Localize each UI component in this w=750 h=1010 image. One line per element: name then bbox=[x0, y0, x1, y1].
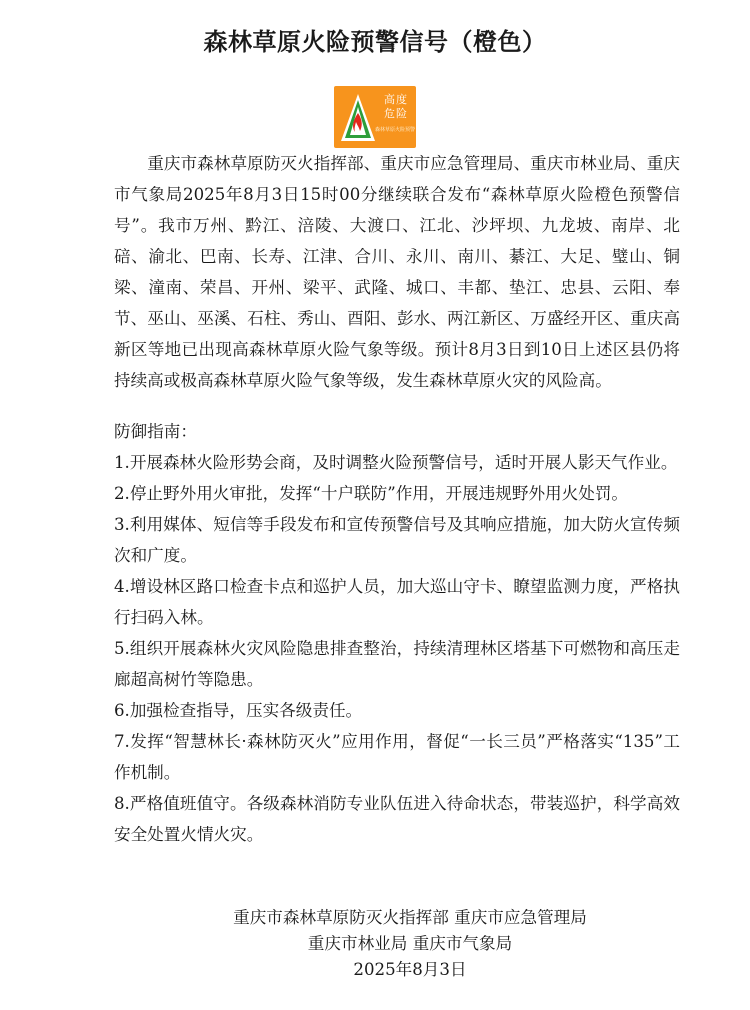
forest-fire-danger-icon bbox=[338, 91, 378, 145]
badge-line1: 高度 bbox=[384, 93, 408, 106]
page-title: 森林草原火险预警信号（橙色） bbox=[203, 28, 547, 56]
signature-issuers-2: 重庆市林业局 重庆市气象局 bbox=[307, 934, 513, 953]
guide-item-7: 7.发挥“智慧林长·森林防灭火”应用作用，督促“一长三员”严格落实“135”工作机制。 bbox=[114, 732, 680, 782]
guide-item-6: 6.加强检查指导，压实各级责任。 bbox=[114, 701, 363, 720]
guide-item-5: 5.组织开展森林火灾风险隐患排查整治，持续清理林区塔基下可燃物和高压走廊超高树竹等隐患。 bbox=[114, 639, 680, 689]
signature-date: 2025年8月3日 bbox=[353, 960, 467, 979]
guide-heading: 防御指南： bbox=[114, 422, 197, 441]
guide-item-3: 3.利用媒体、短信等手段发布和宣传预警信号及其响应措施，加大防火宣传频次和广度。 bbox=[114, 515, 680, 565]
document-body bbox=[114, 148, 680, 850]
badge-subtitle: 森林草原火险预警 bbox=[374, 127, 415, 133]
badge-line2: 危险 bbox=[384, 107, 408, 120]
guide-item-4: 4.增设林区路口检查卡点和巡护人员，加大巡山守卡、瞭望监测力度，严格执行扫码入林。 bbox=[114, 577, 680, 627]
guide-item-1: 1.开展森林火险形势会商，及时调整火险预警信号，适时开展人影天气作业。 bbox=[114, 453, 678, 472]
badge-label bbox=[378, 93, 414, 121]
intro-paragraph: 重庆市森林草原防灭火指挥部、重庆市应急管理局、重庆市林业局、重庆市气象局2025年8月3日15时00分继续联合发布“森林草原火险橙色预警信号”。我市万州、黔江、涪陵、大渡口、江北、沙坪坝、九龙坡、南岸、北碚、渝北、巴南、长寿、江津、合川、永川、南川、綦江、大足、璧山、铜梁、潼南、荣昌、开州、梁平、武隆、城口、丰都、垫江、忠县、云阳、奉节、巫山、巫溪、石柱、秀山、酉阳、彭水、两江新区、万盛经开区、重庆高新区等地已出现高森林草原火险气象等级。预计8月3日到10日上述区县仍将持续高或极高森林草原火险气象等级，发生森林草原火灾的风险高。 bbox=[114, 154, 680, 390]
warning-badge bbox=[334, 86, 416, 148]
guide-item-8: 8.严格值班值守。各级森林消防专业队伍进入待命状态，带装巡护，科学高效安全处置火情火灾。 bbox=[114, 794, 680, 844]
guide-item-2: 2.停止野外用火审批，发挥“十户联防”作用，开展违规野外用火处罚。 bbox=[114, 484, 629, 503]
signature-issuers-1: 重庆市森林草原防灭火指挥部 重庆市应急管理局 bbox=[233, 908, 587, 927]
signature-block bbox=[150, 905, 670, 983]
